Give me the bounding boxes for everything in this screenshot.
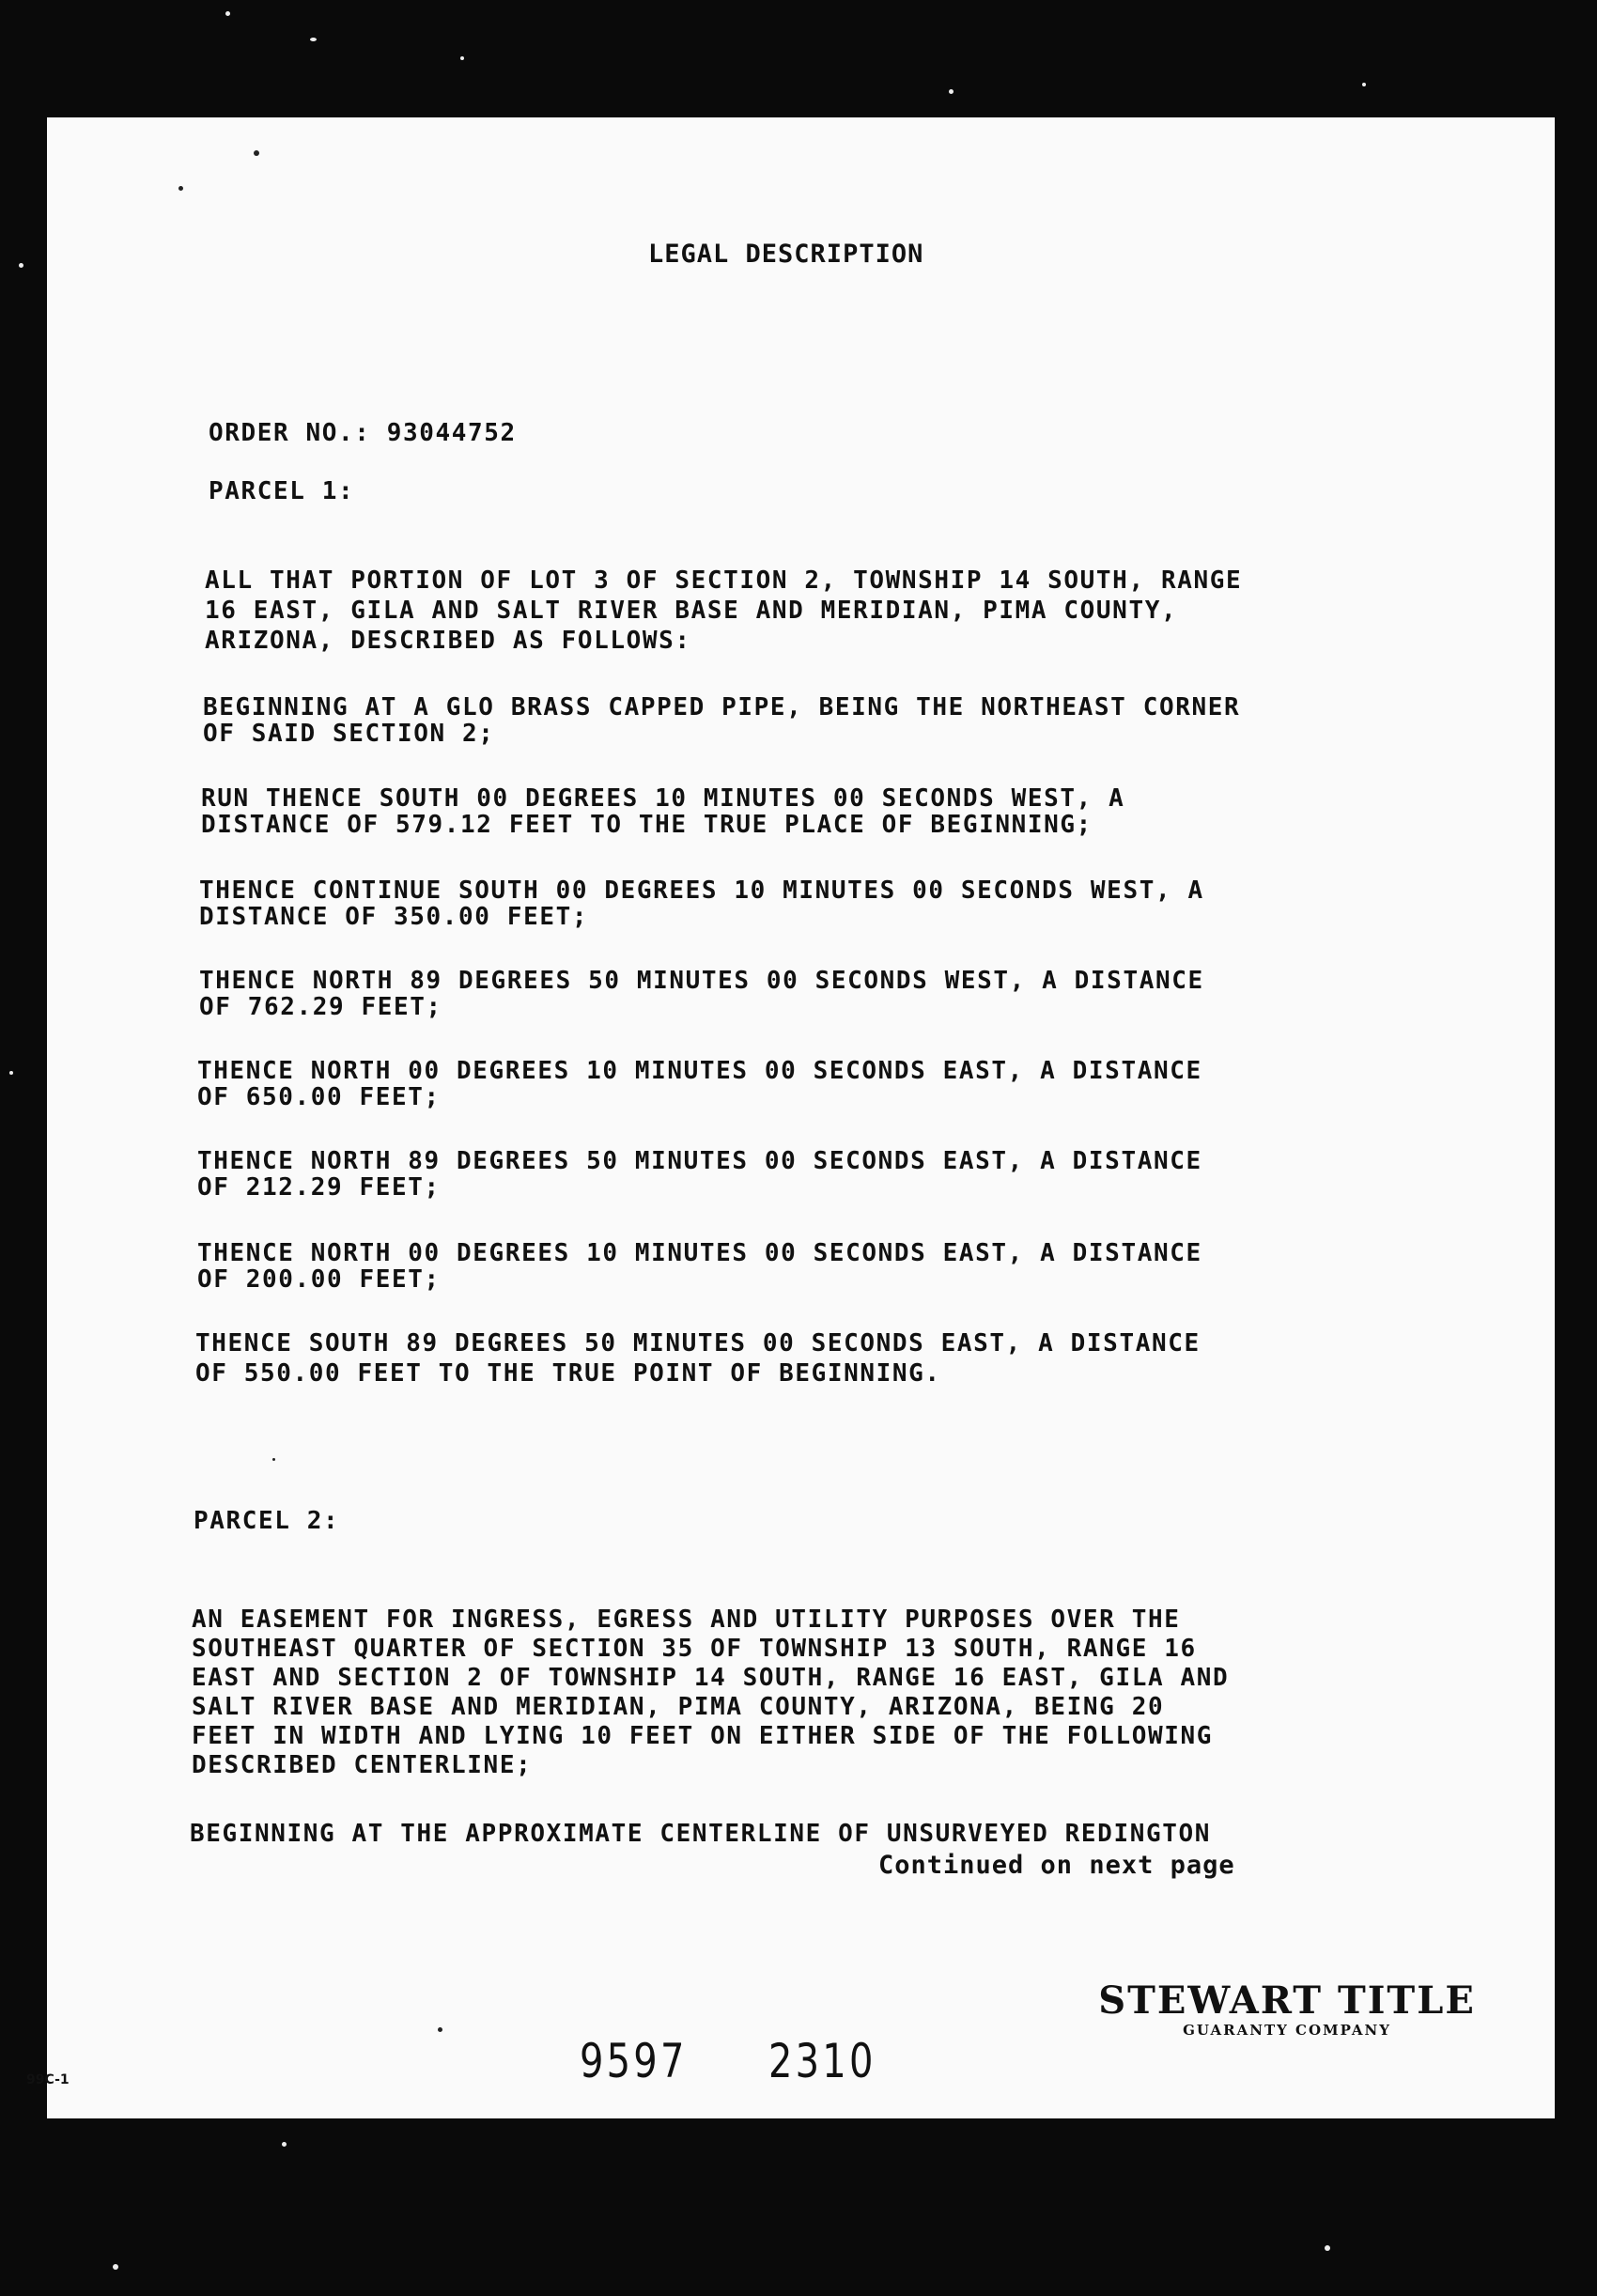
- parcel-2-text-line: AN EASEMENT FOR INGRESS, EGRESS AND UTILITY PURPOSES OVER THE: [192, 1606, 1181, 1634]
- scan-speck: [460, 56, 464, 60]
- parcel-2-text-line: DESCRIBED CENTERLINE;: [192, 1751, 533, 1779]
- scan-speck: [1325, 2245, 1330, 2251]
- course-line: OF 762.29 FEET;: [199, 993, 442, 1021]
- scan-speck: [178, 186, 183, 191]
- scan-speck: [113, 2264, 118, 2270]
- scan-speck: [438, 2027, 442, 2032]
- parcel-2-heading: PARCEL 2:: [194, 1507, 340, 1535]
- course-line: THENCE NORTH 00 DEGREES 10 MINUTES 00 SECONDS EAST, A DISTANCE: [197, 1239, 1202, 1267]
- course-line: DISTANCE OF 579.12 FEET TO THE TRUE PLACE OF BEGINNING;: [201, 811, 1093, 839]
- document-number-left: 9597: [580, 2034, 688, 2088]
- scan-speck: [949, 89, 954, 94]
- course-line: OF 200.00 FEET;: [197, 1265, 441, 1294]
- parcel-1-heading: PARCEL 1:: [209, 477, 355, 505]
- document-number-right: 2310: [768, 2034, 876, 2088]
- scan-speck: [282, 2142, 287, 2147]
- stewart-title-logo: [1090, 1980, 1484, 2039]
- course-line: THENCE CONTINUE SOUTH 00 DEGREES 10 MINUTES 00 SECONDS WEST, A: [199, 877, 1204, 905]
- parcel-2-beginning: BEGINNING AT THE APPROXIMATE CENTERLINE OF UNSURVEYED REDINGTON: [190, 1820, 1211, 1848]
- course-line: OF 550.00 FEET TO THE TRUE POINT OF BEGINNING.: [195, 1359, 941, 1388]
- scan-speck: [1362, 83, 1366, 86]
- parcel-2-text-line: EAST AND SECTION 2 OF TOWNSHIP 14 SOUTH, RANGE 16 EAST, GILA AND: [192, 1664, 1230, 1692]
- course-line: DISTANCE OF 350.00 FEET;: [199, 903, 589, 931]
- order-number: ORDER NO.: 93044752: [209, 419, 517, 447]
- document-title: LEGAL DESCRIPTION: [648, 240, 924, 269]
- course-line: OF 212.29 FEET;: [197, 1173, 441, 1202]
- scan-speck: [19, 263, 23, 268]
- course-line: THENCE NORTH 89 DEGREES 50 MINUTES 00 SECONDS EAST, A DISTANCE: [197, 1147, 1202, 1175]
- form-code: 99C-1: [26, 2072, 70, 2087]
- course-line: THENCE NORTH 89 DEGREES 50 MINUTES 00 SECONDS WEST, A DISTANCE: [199, 967, 1204, 995]
- parcel-2-text-line: SALT RIVER BASE AND MERIDIAN, PIMA COUNTY, ARIZONA, BEING 20: [192, 1693, 1165, 1721]
- parcel-2-text-line: FEET IN WIDTH AND LYING 10 FEET ON EITHER SIDE OF THE FOLLOWING: [192, 1722, 1213, 1750]
- continued-note: Continued on next page: [878, 1851, 1235, 1880]
- scan-speck: [310, 38, 317, 41]
- course-line: RUN THENCE SOUTH 00 DEGREES 10 MINUTES 00 SECONDS WEST, A: [201, 784, 1125, 813]
- course-line: THENCE SOUTH 89 DEGREES 50 MINUTES 00 SECONDS EAST, A DISTANCE: [195, 1329, 1201, 1357]
- scan-speck: [225, 11, 230, 16]
- parcel-1-intro-line: 16 EAST, GILA AND SALT RIVER BASE AND MERIDIAN, PIMA COUNTY,: [205, 597, 1178, 625]
- scan-speck: [9, 1071, 13, 1075]
- course-line: OF 650.00 FEET;: [197, 1083, 441, 1111]
- logo-main-text: STEWART TITLE: [1098, 1978, 1476, 2023]
- parcel-1-intro-line: ALL THAT PORTION OF LOT 3 OF SECTION 2, TOWNSHIP 14 SOUTH, RANGE: [205, 566, 1243, 595]
- course-line: OF SAID SECTION 2;: [203, 720, 495, 748]
- scan-speck: [254, 150, 259, 156]
- course-line: BEGINNING AT A GLO BRASS CAPPED PIPE, BEING THE NORTHEAST CORNER: [203, 693, 1241, 721]
- course-line: THENCE NORTH 00 DEGREES 10 MINUTES 00 SECONDS EAST, A DISTANCE: [197, 1057, 1202, 1085]
- parcel-1-intro-line: ARIZONA, DESCRIBED AS FOLLOWS:: [205, 627, 691, 655]
- scan-speck: [272, 1458, 275, 1461]
- parcel-2-text-line: SOUTHEAST QUARTER OF SECTION 35 OF TOWNSHIP 13 SOUTH, RANGE 16: [192, 1635, 1197, 1663]
- logo-sub-text: GUARANTY COMPANY: [1183, 2022, 1391, 2039]
